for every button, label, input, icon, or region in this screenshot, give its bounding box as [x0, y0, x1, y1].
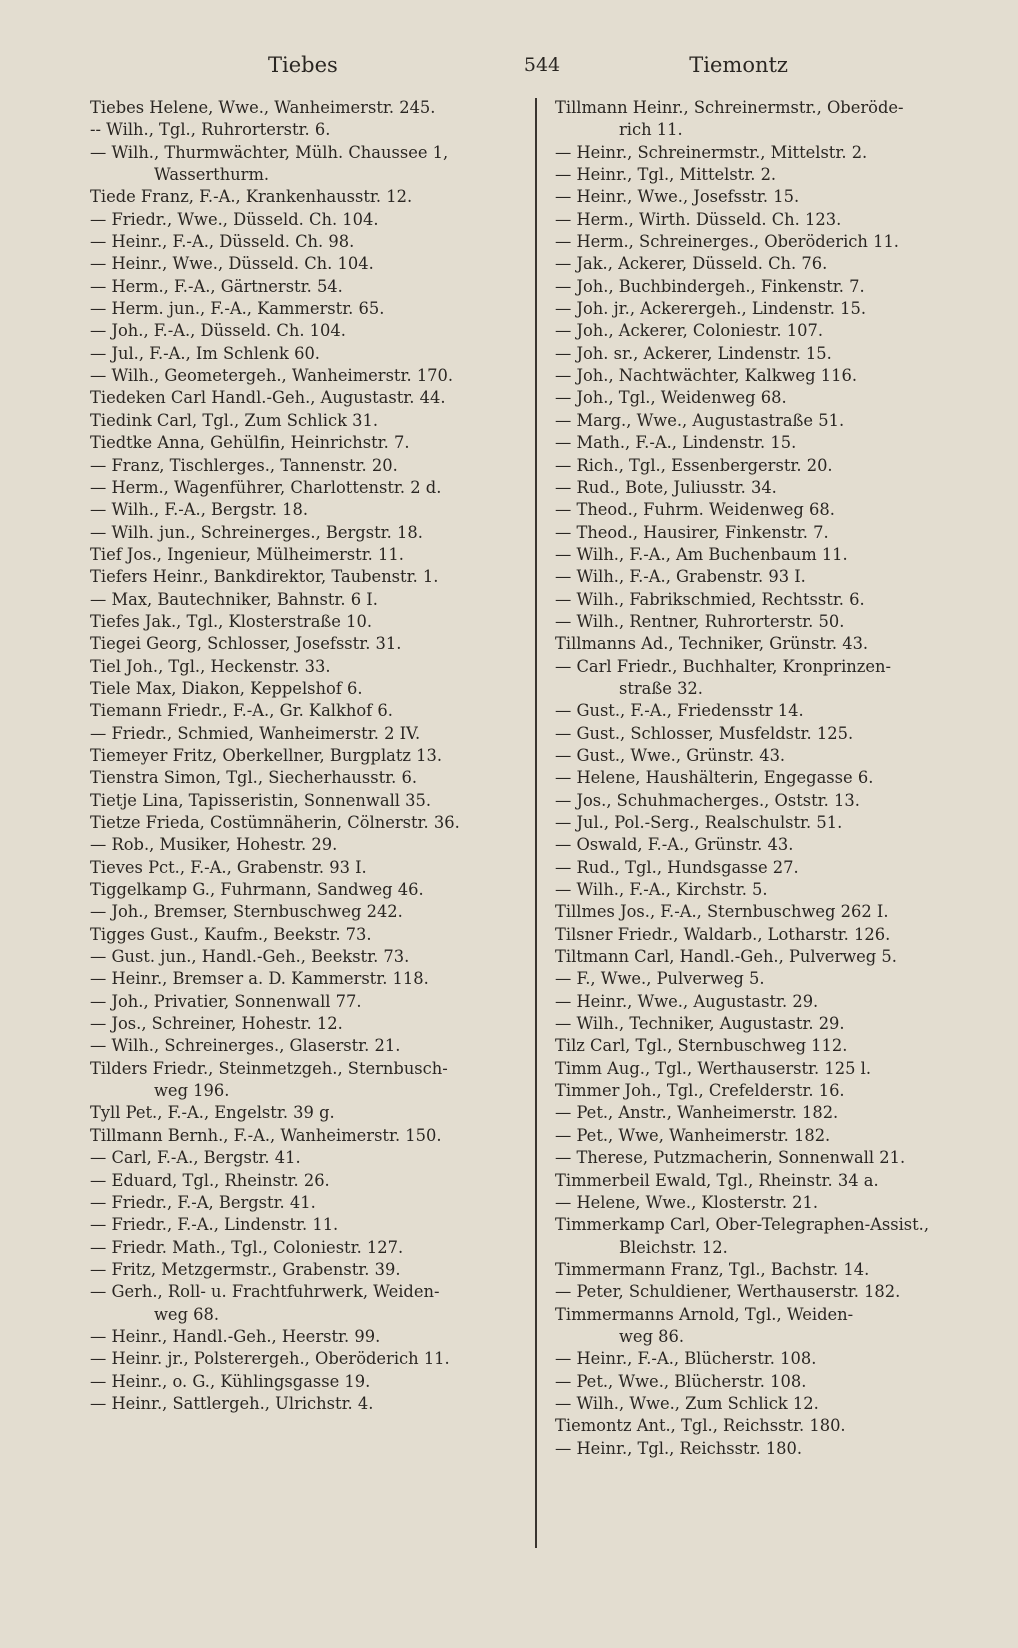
directory-entry: Tiedtke Anna, Gehülfin, Heinrichstr. 7. [90, 433, 410, 453]
directory-entry: — Marg., Wwe., Augustastraße 51. [555, 410, 845, 430]
header-right-word: Tiemontz [689, 53, 788, 77]
directory-entry: — Fritz, Metzgermstr., Grabenstr. 39. [90, 1259, 401, 1279]
directory-entry: Tillmann Bernh., F.-A., Wanheimerstr. 150. [90, 1125, 442, 1145]
directory-entry: — Jak., Ackerer, Düsseld. Ch. 76. [555, 254, 828, 274]
directory-entry: — Heinr., Bremser a. D. Kammerstr. 118. [90, 969, 429, 989]
page-number: 544 [523, 54, 561, 76]
directory-entry: — Rich., Tgl., Essenbergerstr. 20. [555, 455, 833, 475]
directory-entry: Tiele Max, Diakon, Keppelshof 6. [90, 678, 363, 698]
directory-entry: — Gust., F.-A., Friedensstr 14. [555, 701, 804, 721]
directory-entry: — Heinr., F.-A., Düsseld. Ch. 98. [90, 232, 355, 252]
directory-entry: — Friedr., F.-A, Bergstr. 41. [90, 1192, 316, 1212]
directory-entry: — Herm., Wagenführer, Charlottenstr. 2 d. [90, 477, 442, 497]
directory-entry: — Friedr. Math., Tgl., Coloniestr. 127. [90, 1237, 404, 1257]
directory-entry: Tienstra Simon, Tgl., Siecherhausstr. 6. [90, 768, 418, 788]
directory-entry: — Heinr., Tgl., Reichsstr. 180. [555, 1438, 803, 1458]
entry-continuation: weg 86. [619, 1326, 685, 1346]
directory-entry: — Joh., Ackerer, Coloniestr. 107. [555, 321, 824, 341]
directory-entry: — Eduard, Tgl., Rheinstr. 26. [90, 1170, 330, 1190]
directory-entry: — Jos., Schuhmacherges., Oststr. 13. [555, 790, 860, 810]
right-column [555, 97, 995, 1460]
directory-entry: — Pet., Wwe, Wanheimerstr. 182. [555, 1125, 831, 1145]
directory-entry: Tiedeken Carl Handl.-Geh., Augustastr. 44. [90, 388, 446, 408]
directory-entry: — Joh., Bremser, Sternbuschweg 242. [90, 902, 403, 922]
directory-entry: Timmermanns Arnold, Tgl., Weiden- [555, 1304, 854, 1324]
directory-entry: Tiede Franz, F.-A., Krankenhausstr. 12. [90, 187, 413, 207]
directory-entry: Timmerbeil Ewald, Tgl., Rheinstr. 34 a. [555, 1170, 879, 1190]
directory-entry: — Joh., Privatier, Sonnenwall 77. [90, 991, 362, 1011]
directory-entry: Tiel Joh., Tgl., Heckenstr. 33. [90, 656, 331, 676]
entry-continuation: weg 68. [154, 1304, 220, 1324]
directory-entry: — Carl Friedr., Buchhalter, Kronprinzen- [555, 656, 891, 676]
directory-entry: — Jul., F.-A., Im Schlenk 60. [90, 343, 320, 363]
directory-entry: — Wilh., F.-A., Grabenstr. 93 I. [555, 567, 806, 587]
directory-entry: Tiemontz Ant., Tgl., Reichsstr. 180. [555, 1416, 846, 1436]
directory-entry: — Wilh., Schreinerges., Glaserstr. 21. [90, 1036, 401, 1056]
directory-entry: — Wilh., Wwe., Zum Schlick 12. [555, 1393, 819, 1413]
directory-entry: — Wilh., F.-A., Bergstr. 18. [90, 500, 308, 520]
directory-entry: — Theod., Hausirer, Finkenstr. 7. [555, 522, 829, 542]
directory-entry: Tigges Gust., Kaufm., Beekstr. 73. [90, 924, 372, 944]
directory-entry: — Heinr., F.-A., Blücherstr. 108. [555, 1349, 817, 1369]
directory-entry: Tilz Carl, Tgl., Sternbuschweg 112. [555, 1036, 848, 1056]
directory-entry: — Heinr., Handl.-Geh., Heerstr. 99. [90, 1326, 381, 1346]
directory-entry: Timmer Joh., Tgl., Crefelderstr. 16. [555, 1081, 845, 1101]
directory-entry: — Heinr., Tgl., Mittelstr. 2. [555, 165, 777, 185]
directory-entry: — Friedr., F.-A., Lindenstr. 11. [90, 1215, 339, 1235]
directory-entry: — Heinr. jr., Polsterergeh., Oberöderich 11. [90, 1349, 450, 1369]
directory-entry: — Carl, F.-A., Bergstr. 41. [90, 1148, 301, 1168]
directory-entry: — Herm., Wirth. Düsseld. Ch. 123. [555, 209, 842, 229]
directory-entry: — Wilh., Geometergeh., Wanheimerstr. 170. [90, 366, 454, 386]
directory-entry: Tietze Frieda, Costümnäherin, Cölnerstr. 36. [90, 813, 460, 832]
directory-entry: Tiltmann Carl, Handl.-Geh., Pulverweg 5. [555, 947, 897, 967]
directory-entry: — Rob., Musiker, Hohestr. 29. [90, 835, 338, 855]
directory-entry: — Heinr., Wwe., Augustastr. 29. [555, 991, 819, 1011]
column-divider [535, 98, 537, 1548]
directory-entry: — Heinr., o. G., Kühlingsgasse 19. [90, 1371, 371, 1391]
directory-entry: — Helene, Haushälterin, Engegasse 6. [555, 768, 874, 788]
directory-entry: Timmerkamp Carl, Ober-Telegraphen-Assist., [555, 1215, 930, 1235]
directory-entry: — Friedr., Schmied, Wanheimerstr. 2 IV. [90, 723, 421, 743]
directory-entry: Tiebes Helene, Wwe., Wanheimerstr. 245. [90, 98, 436, 117]
directory-entry: Tillmanns Ad., Techniker, Grünstr. 43. [555, 634, 869, 654]
directory-entry: Tief Jos., Ingenieur, Mülheimerstr. 11. [90, 544, 404, 564]
directory-entry: — Pet., Anstr., Wanheimerstr. 182. [555, 1103, 839, 1123]
directory-entry: Timmermann Franz, Tgl., Bachstr. 14. [555, 1259, 870, 1279]
entry-continuation: straße 32. [619, 678, 703, 698]
directory-entry: Tilsner Friedr., Waldarb., Lotharstr. 126. [555, 924, 891, 944]
directory-entry: — Joh., Nachtwächter, Kalkweg 116. [555, 366, 858, 386]
directory-entry: — Wilh., F.-A., Am Buchenbaum 11. [555, 544, 848, 564]
directory-entry: — Therese, Putzmacherin, Sonnenwall 21. [555, 1148, 906, 1168]
directory-entry: — Wilh. jun., Schreinerges., Bergstr. 18. [90, 522, 423, 542]
directory-entry: Tillmes Jos., F.-A., Sternbuschweg 262 I. [555, 902, 889, 922]
directory-entry: — Math., F.-A., Lindenstr. 15. [555, 433, 797, 453]
directory-entry: — Herm., Schreinerges., Oberöderich 11. [555, 232, 899, 252]
entry-continuation: rich 11. [619, 120, 683, 140]
directory-entry: Tiemeyer Fritz, Oberkellner, Burgplatz 13. [90, 745, 443, 765]
directory-entry: — Joh., Buchbindergeh., Finkenstr. 7. [555, 276, 865, 296]
directory-entry: — Joh. sr., Ackerer, Lindenstr. 15. [555, 343, 832, 363]
directory-entry: — Rud., Tgl., Hundsgasse 27. [555, 857, 799, 877]
directory-entry: — Oswald, F.-A., Grünstr. 43. [555, 835, 794, 855]
entry-continuation: Wasserthurm. [154, 165, 270, 185]
directory-entry: — Peter, Schuldiener, Werthauserstr. 182. [555, 1282, 901, 1302]
left-column [90, 97, 526, 1415]
directory-entry: Timm Aug., Tgl., Werthauserstr. 125 l. [555, 1058, 872, 1078]
directory-entry: Tyll Pet., F.-A., Engelstr. 39 g. [90, 1103, 335, 1123]
directory-entry: Tieves Pct., F.-A., Grabenstr. 93 I. [90, 857, 367, 877]
header-left-word: Tiebes [268, 53, 338, 77]
directory-entry: — Heinr., Schreinermstr., Mittelstr. 2. [555, 142, 868, 162]
directory-entry: — Max, Bautechniker, Bahnstr. 6 I. [90, 589, 378, 609]
directory-entry: Tiemann Friedr., F.-A., Gr. Kalkhof 6. [90, 701, 393, 721]
directory-entry: Tilders Friedr., Steinmetzgeh., Sternbusch- [90, 1058, 448, 1078]
directory-entry: — Gerh., Roll- u. Frachtfuhrwerk, Weiden- [90, 1282, 440, 1302]
entry-continuation: weg 196. [154, 1081, 230, 1101]
directory-entry: — Gust., Wwe., Grünstr. 43. [555, 745, 786, 765]
directory-entry: Tiefers Heinr., Bankdirektor, Taubenstr. 1. [90, 567, 439, 587]
directory-entry: — Wilh., Thurmwächter, Mülh. Chaussee 1, [90, 142, 449, 162]
directory-entry: Tiggelkamp G., Fuhrmann, Sandweg 46. [90, 880, 424, 900]
directory-entry: — Joh., F.-A., Düsseld. Ch. 104. [90, 321, 346, 341]
directory-entry: — Heinr., Wwe., Josefsstr. 15. [555, 187, 800, 207]
directory-entry: — F., Wwe., Pulverweg 5. [555, 969, 765, 989]
directory-entry: — Gust. jun., Handl.-Geh., Beekstr. 73. [90, 947, 410, 967]
directory-entry: — Rud., Bote, Juliusstr. 34. [555, 477, 777, 497]
directory-entry: — Wilh., Fabrikschmied, Rechtsstr. 6. [555, 589, 865, 609]
directory-entry: — Herm., F.-A., Gärtnerstr. 54. [90, 276, 343, 296]
directory-entry: — Heinr., Sattlergeh., Ulrichstr. 4. [90, 1393, 374, 1413]
directory-entry: — Jos., Schreiner, Hohestr. 12. [90, 1014, 343, 1034]
directory-entry: — Heinr., Wwe., Düsseld. Ch. 104. [90, 254, 374, 274]
directory-entry: — Wilh., Techniker, Augustastr. 29. [555, 1014, 845, 1034]
directory-entry: — Herm. jun., F.-A., Kammerstr. 65. [90, 299, 385, 319]
directory-entry: Tiefes Jak., Tgl., Klosterstraße 10. [90, 611, 372, 631]
directory-entry: — Joh. jr., Ackerergeh., Lindenstr. 15. [555, 299, 867, 319]
directory-entry: Tiedink Carl, Tgl., Zum Schlick 31. [90, 410, 379, 430]
directory-entry: Tietje Lina, Tapisseristin, Sonnenwall 35. [90, 790, 432, 810]
directory-entry: — Friedr., Wwe., Düsseld. Ch. 104. [90, 209, 379, 229]
directory-entry: — Joh., Tgl., Weidenweg 68. [555, 388, 787, 408]
directory-entry: Tiegei Georg, Schlosser, Josefsstr. 31. [90, 634, 402, 654]
directory-entry: — Wilh., Rentner, Ruhrorterstr. 50. [555, 611, 845, 631]
directory-entry: — Pet., Wwe., Blücherstr. 108. [555, 1371, 807, 1391]
directory-entry: -- Wilh., Tgl., Ruhrorterstr. 6. [90, 120, 331, 140]
directory-entry: — Helene, Wwe., Klosterstr. 21. [555, 1192, 819, 1212]
directory-entry: Tillmann Heinr., Schreinermstr., Oberöde- [555, 98, 904, 117]
entry-continuation: Bleichstr. 12. [619, 1237, 728, 1257]
directory-entry: — Gust., Schlosser, Musfeldstr. 125. [555, 723, 854, 743]
directory-entry: — Jul., Pol.-Serg., Realschulstr. 51. [555, 813, 843, 832]
directory-entry: — Franz, Tischlerges., Tannenstr. 20. [90, 455, 398, 475]
directory-entry: — Theod., Fuhrm. Weidenweg 68. [555, 500, 835, 520]
directory-entry: — Wilh., F.-A., Kirchstr. 5. [555, 880, 768, 900]
